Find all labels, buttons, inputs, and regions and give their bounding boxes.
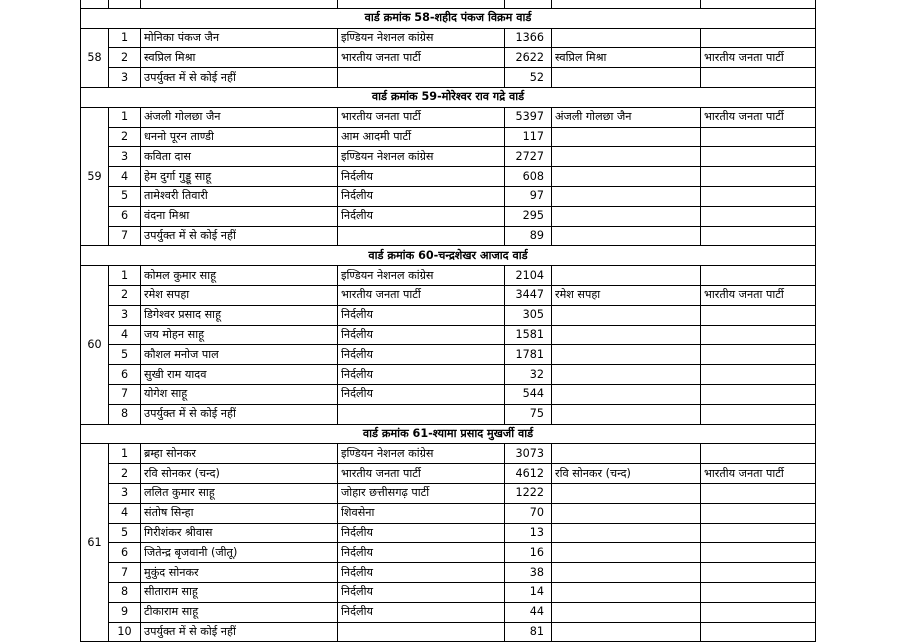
vote-count: 16 [505, 543, 552, 563]
winner-party [701, 186, 816, 206]
candidate-name: उपर्युक्त में से कोई नहीं [141, 226, 338, 246]
vote-count: 4612 [505, 464, 552, 484]
candidate-name: जय मोहन साहू [141, 325, 338, 345]
party-name: भारतीय जनता पार्टी [338, 464, 505, 484]
candidate-row [81, 305, 816, 325]
candidate-row [81, 285, 816, 305]
vote-count: 1781 [505, 345, 552, 365]
winner-party [701, 602, 816, 622]
candidate-row [81, 622, 816, 642]
candidate-row [81, 167, 816, 187]
ward-title: वार्ड क्रमांक 61-श्यामा प्रसाद मुखर्जी वार्ड [81, 424, 816, 444]
candidate-name: उपर्युक्त में से कोई नहीं [141, 404, 338, 424]
candidate-name: अंजली गोलछा जैन [141, 107, 338, 127]
winner-party [701, 384, 816, 404]
candidate-row [81, 147, 816, 167]
party-name: निर्दलीय [338, 325, 505, 345]
vote-count: 13 [505, 523, 552, 543]
winner-party [701, 266, 816, 286]
candidate-row [81, 365, 816, 385]
party-name [338, 404, 505, 424]
candidate-row [81, 483, 816, 503]
ward-header-row [81, 87, 816, 107]
winner-party [701, 28, 816, 48]
ward-header-row [81, 8, 816, 28]
serial-number: 1 [109, 107, 141, 127]
vote-count: 2622 [505, 48, 552, 68]
candidate-name: सुखी राम यादव [141, 365, 338, 385]
candidate-name: कोमल कुमार साहू [141, 266, 338, 286]
serial-number: 10 [109, 622, 141, 642]
serial-number: 2 [109, 464, 141, 484]
vote-count: 70 [505, 503, 552, 523]
candidate-name: गिरीशंकर श्रीवास [141, 523, 338, 543]
candidate-name: ब्रम्हा सोनकर [141, 444, 338, 464]
candidate-row [81, 345, 816, 365]
winner-party [701, 365, 816, 385]
candidate-row [81, 28, 816, 48]
party-name: आम आदमी पार्टी [338, 127, 505, 147]
winner-name [552, 28, 701, 48]
vote-count: 117 [505, 127, 552, 147]
candidate-row [81, 602, 816, 622]
ward-number: 61 [81, 444, 109, 642]
vote-count: 14 [505, 582, 552, 602]
winner-party [701, 345, 816, 365]
winner-name [552, 563, 701, 583]
vote-count: 97 [505, 186, 552, 206]
winner-name [552, 404, 701, 424]
vote-count: 89 [505, 226, 552, 246]
candidate-name: योगेश साहू [141, 384, 338, 404]
ward-header-row [81, 424, 816, 444]
candidate-name: उपर्युक्त में से कोई नहीं [141, 68, 338, 88]
candidate-name: उपर्युक्त में से कोई नहीं [141, 622, 338, 642]
party-name: निर्दलीय [338, 602, 505, 622]
candidate-row [81, 325, 816, 345]
party-name: निर्दलीय [338, 167, 505, 187]
winner-name [552, 444, 701, 464]
candidate-row [81, 206, 816, 226]
winner-party [701, 582, 816, 602]
vote-count: 544 [505, 384, 552, 404]
serial-number: 9 [109, 602, 141, 622]
candidate-row [81, 68, 816, 88]
serial-number: 8 [109, 582, 141, 602]
candidate-name: मोनिका पंकज जैन [141, 28, 338, 48]
serial-number: 3 [109, 305, 141, 325]
candidate-name: मुकुंद सोनकर [141, 563, 338, 583]
vote-count: 2727 [505, 147, 552, 167]
winner-party [701, 147, 816, 167]
winner-name [552, 305, 701, 325]
candidate-name: कविता दास [141, 147, 338, 167]
results-table-body [81, 0, 816, 642]
candidate-name: वंदना मिश्रा [141, 206, 338, 226]
winner-name: रमेश सपहा [552, 285, 701, 305]
candidate-name: ललित कुमार साहू [141, 483, 338, 503]
winner-name [552, 602, 701, 622]
vote-count: 2104 [505, 266, 552, 286]
winner-party [701, 167, 816, 187]
serial-number: 6 [109, 543, 141, 563]
serial-number: 4 [109, 167, 141, 187]
serial-number: 1 [109, 266, 141, 286]
vote-count: 38 [505, 563, 552, 583]
candidate-row [81, 266, 816, 286]
serial-number: 5 [109, 345, 141, 365]
winner-party [701, 206, 816, 226]
serial-number: 3 [109, 147, 141, 167]
winner-party: भारतीय जनता पार्टी [701, 464, 816, 484]
winner-name [552, 206, 701, 226]
winner-party [701, 563, 816, 583]
ward-number: 60 [81, 266, 109, 424]
winner-name [552, 186, 701, 206]
candidate-row [81, 384, 816, 404]
candidate-name: तामेश्वरी तिवारी [141, 186, 338, 206]
winner-name [552, 147, 701, 167]
winner-party [701, 305, 816, 325]
party-name: निर्दलीय [338, 186, 505, 206]
party-name: इण्डियन नेशनल कांग्रेस [338, 266, 505, 286]
vote-count: 305 [505, 305, 552, 325]
serial-number: 2 [109, 285, 141, 305]
party-name: निर्दलीय [338, 543, 505, 563]
winner-name [552, 226, 701, 246]
party-name [338, 68, 505, 88]
candidate-name: टीकाराम साहू [141, 602, 338, 622]
winner-name [552, 127, 701, 147]
winner-party [701, 523, 816, 543]
winner-name [552, 325, 701, 345]
vote-count: 3447 [505, 285, 552, 305]
party-name: निर्दलीय [338, 365, 505, 385]
candidate-name: रवि सोनकर (चन्द) [141, 464, 338, 484]
vote-count: 52 [505, 68, 552, 88]
party-name: निर्दलीय [338, 384, 505, 404]
vote-count: 3073 [505, 444, 552, 464]
vote-count: 1581 [505, 325, 552, 345]
serial-number: 3 [109, 68, 141, 88]
serial-number: 1 [109, 444, 141, 464]
ward-header-row [81, 246, 816, 266]
candidate-row [81, 404, 816, 424]
serial-number: 2 [109, 48, 141, 68]
winner-name [552, 523, 701, 543]
winner-party: भारतीय जनता पार्टी [701, 48, 816, 68]
winner-name [552, 345, 701, 365]
ward-title: वार्ड क्रमांक 59-मोरेश्वर राव गद्रे वार्ड [81, 87, 816, 107]
candidate-row [81, 107, 816, 127]
party-name: जोहार छत्तीसगढ़ पार्टी [338, 483, 505, 503]
serial-number: 1 [109, 28, 141, 48]
winner-name: रवि सोनकर (चन्द) [552, 464, 701, 484]
serial-number: 7 [109, 563, 141, 583]
candidate-row [81, 523, 816, 543]
serial-number: 4 [109, 503, 141, 523]
vote-count: 81 [505, 622, 552, 642]
party-name: भारतीय जनता पार्टी [338, 107, 505, 127]
winner-name: स्वप्रिल मिश्रा [552, 48, 701, 68]
candidate-name: संतोष सिन्हा [141, 503, 338, 523]
vote-count: 5397 [505, 107, 552, 127]
candidate-name: कौशल मनोज पाल [141, 345, 338, 365]
ward-title: वार्ड क्रमांक 58-शहीद पंकज विक्रम वार्ड [81, 8, 816, 28]
party-name: भारतीय जनता पार्टी [338, 48, 505, 68]
winner-name [552, 384, 701, 404]
winner-name [552, 68, 701, 88]
vote-count: 295 [505, 206, 552, 226]
serial-number: 6 [109, 206, 141, 226]
serial-number: 2 [109, 127, 141, 147]
winner-party [701, 444, 816, 464]
candidate-row [81, 543, 816, 563]
vote-count: 1366 [505, 28, 552, 48]
winner-party: भारतीय जनता पार्टी [701, 285, 816, 305]
vote-count: 75 [505, 404, 552, 424]
party-name: निर्दलीय [338, 305, 505, 325]
candidate-row [81, 464, 816, 484]
winner-party [701, 68, 816, 88]
winner-party [701, 325, 816, 345]
serial-number: 6 [109, 365, 141, 385]
results-table [80, 0, 816, 642]
winner-party [701, 127, 816, 147]
winner-name [552, 365, 701, 385]
winner-name [552, 582, 701, 602]
winner-party [701, 503, 816, 523]
winner-name [552, 503, 701, 523]
party-name [338, 226, 505, 246]
candidate-row [81, 48, 816, 68]
candidate-name: सीताराम साहू [141, 582, 338, 602]
winner-party [701, 483, 816, 503]
vote-count: 1222 [505, 483, 552, 503]
party-name: इण्डियन नेशनल कांग्रेस [338, 28, 505, 48]
candidate-name: धननो पूरन ताण्डी [141, 127, 338, 147]
candidate-row [81, 127, 816, 147]
party-name: निर्दलीय [338, 345, 505, 365]
winner-party [701, 622, 816, 642]
serial-number: 3 [109, 483, 141, 503]
party-name: निर्दलीय [338, 563, 505, 583]
vote-count: 44 [505, 602, 552, 622]
vote-count: 608 [505, 167, 552, 187]
candidate-row [81, 444, 816, 464]
winner-party [701, 404, 816, 424]
serial-number: 4 [109, 325, 141, 345]
winner-party [701, 543, 816, 563]
party-name: शिवसेना [338, 503, 505, 523]
ward-number: 59 [81, 107, 109, 246]
serial-number: 5 [109, 523, 141, 543]
candidate-row [81, 563, 816, 583]
winner-name [552, 543, 701, 563]
vote-count: 32 [505, 365, 552, 385]
candidate-row [81, 503, 816, 523]
party-name [338, 622, 505, 642]
party-name: निर्दलीय [338, 582, 505, 602]
party-name: भारतीय जनता पार्टी [338, 285, 505, 305]
ward-number: 58 [81, 28, 109, 87]
party-name: निर्दलीय [338, 523, 505, 543]
winner-name [552, 483, 701, 503]
partial-row [81, 0, 816, 8]
winner-name [552, 622, 701, 642]
candidate-name: डिगेश्वर प्रसाद साहू [141, 305, 338, 325]
party-name: इण्डियन नेशनल कांग्रेस [338, 444, 505, 464]
party-name: निर्दलीय [338, 206, 505, 226]
winner-name [552, 266, 701, 286]
candidate-name: हेम दुर्गा गुड्डू साहू [141, 167, 338, 187]
candidate-row [81, 186, 816, 206]
candidate-name: स्वप्रिल मिश्रा [141, 48, 338, 68]
serial-number: 7 [109, 384, 141, 404]
ward-title: वार्ड क्रमांक 60-चन्द्रशेखर आजाद वार्ड [81, 246, 816, 266]
candidate-name: रमेश सपहा [141, 285, 338, 305]
serial-number: 5 [109, 186, 141, 206]
candidate-row [81, 226, 816, 246]
party-name: इण्डियन नेशनल कांग्रेस [338, 147, 505, 167]
winner-name: अंजली गोलछा जैन [552, 107, 701, 127]
serial-number: 8 [109, 404, 141, 424]
candidate-row [81, 582, 816, 602]
winner-party: भारतीय जनता पार्टी [701, 107, 816, 127]
winner-party [701, 226, 816, 246]
candidate-name: जितेन्द्र बृजवानी (जीतू) [141, 543, 338, 563]
winner-name [552, 167, 701, 187]
serial-number: 7 [109, 226, 141, 246]
